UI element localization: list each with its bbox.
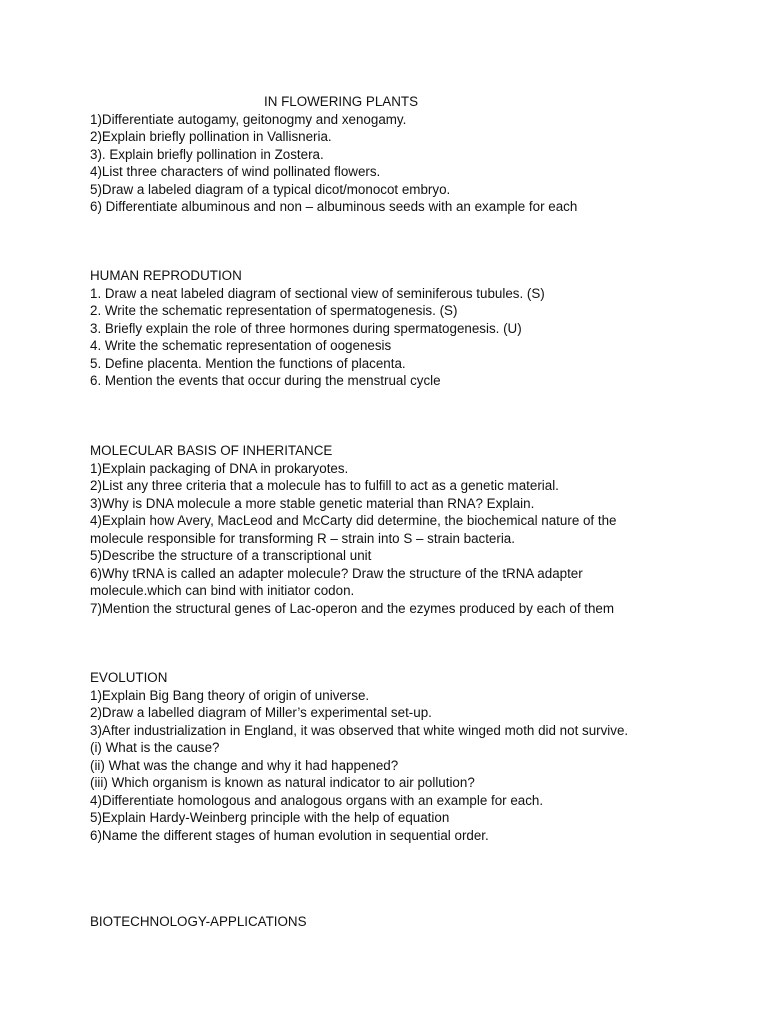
section-biotechnology-applications: [90, 913, 730, 931]
question-line: 6. Mention the events that occur during the menstrual cycle: [90, 373, 441, 388]
question-line: 6)Name the different stages of human evolution in sequential order.: [90, 827, 489, 843]
question-line: 5)Draw a labeled diagram of a typical dicot/monocot embryo.: [90, 181, 451, 197]
section-flowering-plants: [90, 93, 730, 216]
section-heading: HUMAN REPRODUTION: [90, 268, 242, 283]
question-line: 4)List three characters of wind pollinated flowers.: [90, 164, 381, 179]
question-line: 5. Define placenta. Mention the functions of placenta.: [90, 355, 406, 371]
question-line: (ii) What was the change and why it had happened?: [90, 757, 399, 773]
section-evolution: [90, 669, 730, 844]
question-line: 3. Briefly explain the role of three hormones during spermatogenesis. (U): [90, 320, 522, 336]
question-line: (i) What is the cause?: [90, 740, 220, 755]
question-line: 3)Why is DNA molecule a more stable genetic material than RNA? Explain.: [90, 495, 535, 511]
question-line: 2. Write the schematic representation of spermatogenesis. (S): [90, 303, 458, 318]
section-human-reproduction: [90, 267, 730, 390]
question-line: (iii) Which organism is known as natural indicator to air pollution?: [90, 775, 475, 790]
question-line: 1)Differentiate autogamy, geitonogmy and xenogamy.: [90, 111, 407, 127]
question-line: 4)Differentiate homologous and analogous organs with an example for each.: [90, 792, 544, 808]
question-line: 1. Draw a neat labeled diagram of sectional view of seminiferous tubules. (S): [90, 285, 545, 301]
question-line: 5)Describe the structure of a transcriptional unit: [90, 548, 372, 563]
section-heading: EVOLUTION: [90, 670, 168, 685]
section-molecular-basis: [90, 442, 730, 617]
question-line: 6)Why tRNA is called an adapter molecule? Draw the structure of the tRNA adapter: [90, 565, 583, 581]
question-line: 1)Explain packaging of DNA in prokaryotes.: [90, 460, 349, 476]
section-heading: IN FLOWERING PLANTS: [264, 94, 419, 109]
question-line: 2)List any three criteria that a molecule has to fulfill to act as a genetic material.: [90, 478, 559, 493]
section-heading: BIOTECHNOLOGY-APPLICATIONS: [90, 914, 307, 929]
question-line: 2)Explain briefly pollination in Vallisneria.: [90, 129, 332, 144]
question-line: 4)Explain how Avery, MacLeod and McCarty did determine, the biochemical nature of the: [90, 513, 617, 528]
question-line: 5)Explain Hardy-Weinberg principle with the help of equation: [90, 810, 450, 825]
question-line: 1)Explain Big Bang theory of origin of universe.: [90, 687, 370, 703]
question-line: 3). Explain briefly pollination in Zostera.: [90, 146, 324, 162]
question-line: 2)Draw a labelled diagram of Miller’s experimental set-up.: [90, 705, 432, 720]
question-line: 4. Write the schematic representation of oogenesis: [90, 338, 392, 353]
question-line: 3)After industrialization in England, it was observed that white winged moth did not survive.: [90, 722, 629, 738]
section-heading: MOLECULAR BASIS OF INHERITANCE: [90, 443, 333, 458]
question-line: molecule responsible for transforming R – strain into S – strain bacteria.: [90, 530, 515, 546]
question-line: 7)Mention the structural genes of Lac-operon and the ezymes produced by each of them: [90, 600, 615, 616]
question-line: 6) Differentiate albuminous and non – albuminous seeds with an example for each: [90, 199, 578, 214]
question-line: molecule.which can bind with initiator codon.: [90, 583, 355, 598]
